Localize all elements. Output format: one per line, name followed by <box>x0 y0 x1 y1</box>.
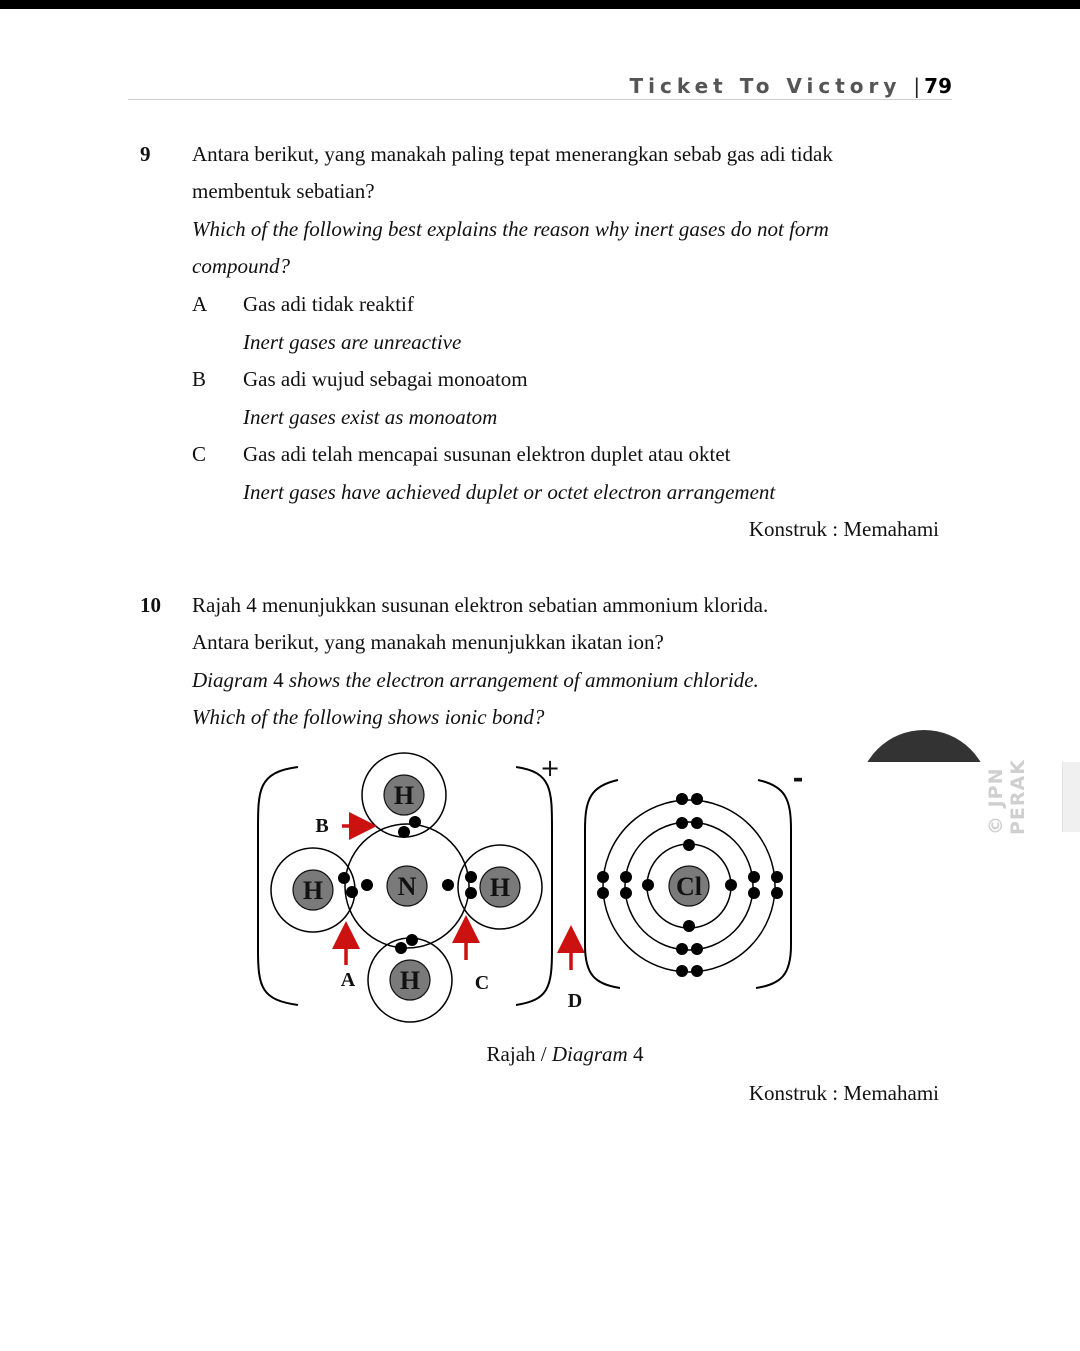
atom-label-h-right: H <box>489 873 511 902</box>
q9-option-b-letter: B <box>192 367 207 391</box>
watermark: © JPN PERAK <box>985 759 1029 835</box>
caption-malay: Rajah / <box>486 1042 552 1066</box>
electron <box>597 887 609 899</box>
electron <box>725 879 737 891</box>
electron <box>642 879 654 891</box>
atom-label-cl: Cl <box>676 872 702 901</box>
q10-english-diagram-word: Diagram <box>192 668 268 692</box>
electron <box>597 871 609 883</box>
electron <box>361 879 373 891</box>
q9-option-a-english: Inert gases are unreactive <box>243 330 462 354</box>
label-b: B <box>315 815 329 837</box>
q9-option-a-malay: Gas adi tidak reaktif <box>243 292 414 316</box>
cation-left-bracket <box>258 767 298 1005</box>
q10-malay-line-2: Antara berikut, yang manakah menunjukkan ikatan ion? <box>192 630 664 654</box>
electron <box>395 942 407 954</box>
overlay-panel <box>820 762 1070 882</box>
q10-english-line-2: Which of the following shows ionic bond? <box>192 705 545 729</box>
label-d: D <box>567 990 583 1012</box>
q10-english-diagram-number: 4 <box>267 668 289 692</box>
question-10-number: 10 <box>140 593 161 617</box>
q9-english-line-2: compound? <box>192 254 290 278</box>
electron <box>465 887 477 899</box>
electron <box>398 826 410 838</box>
electron <box>771 871 783 883</box>
label-a: A <box>340 969 356 991</box>
header-title: Ticket To Victory <box>629 74 902 98</box>
electron <box>748 871 760 883</box>
electron <box>676 817 688 829</box>
page-number: 79 <box>924 74 952 98</box>
electron <box>676 793 688 805</box>
cation-charge: + <box>539 754 561 782</box>
caption-number: 4 <box>627 1042 644 1066</box>
header-separator: | <box>913 74 921 98</box>
q9-option-b-english: Inert gases exist as monoatom <box>243 405 498 429</box>
electron <box>409 816 421 828</box>
q9-malay-line-1: Antara berikut, yang manakah paling tepat menerangkan sebab gas adi tidak <box>192 142 833 166</box>
electron <box>442 879 454 891</box>
q10-malay-line-1: Rajah 4 menunjukkan susunan elektron sebatian ammonium klorida. <box>192 593 769 617</box>
electron <box>691 817 703 829</box>
edge-handle[interactable] <box>1062 762 1080 832</box>
electron <box>465 871 477 883</box>
label-c: C <box>474 972 490 994</box>
q9-konstruk: Konstruk : Memahami <box>748 517 939 541</box>
electron <box>676 965 688 977</box>
q9-option-b-malay: Gas adi wujud sebagai monoatom <box>243 367 528 391</box>
anion-right-bracket <box>756 780 791 988</box>
q10-konstruk: Konstruk : Memahami <box>748 1081 939 1105</box>
electron <box>346 886 358 898</box>
electron <box>676 943 688 955</box>
electron <box>338 872 350 884</box>
atom-label-h-left: H <box>302 876 324 905</box>
electron <box>406 934 418 946</box>
electron <box>748 887 760 899</box>
electron <box>620 887 632 899</box>
q9-english-line-1: Which of the following best explains the reason why inert gases do not form <box>192 217 829 241</box>
atom-label-n: N <box>397 872 417 901</box>
diagram-caption <box>0 1042 1080 1067</box>
electron <box>620 871 632 883</box>
electron <box>691 793 703 805</box>
electron <box>771 887 783 899</box>
electron <box>683 920 695 932</box>
q9-malay-line-2: membentuk sebatian? <box>192 179 375 203</box>
electron <box>691 943 703 955</box>
q9-option-c-malay: Gas adi telah mencapai susunan elektron duplet atau oktet <box>243 442 731 466</box>
q9-option-a-letter: A <box>192 292 208 316</box>
question-9-number: 9 <box>140 142 151 166</box>
electron <box>691 965 703 977</box>
q9-option-c-letter: C <box>192 442 207 466</box>
cation-right-bracket <box>516 767 552 1005</box>
electron <box>683 839 695 851</box>
q9-option-c-english: Inert gases have achieved duplet or octet electron arrangement <box>243 480 776 504</box>
anion-charge: - <box>792 764 804 794</box>
atom-label-h-top: H <box>393 781 415 810</box>
q10-english-rest: shows the electron arrangement of ammonium chloride. <box>288 668 759 692</box>
caption-english: Diagram <box>551 1042 628 1066</box>
atom-label-h-bottom: H <box>399 966 421 995</box>
